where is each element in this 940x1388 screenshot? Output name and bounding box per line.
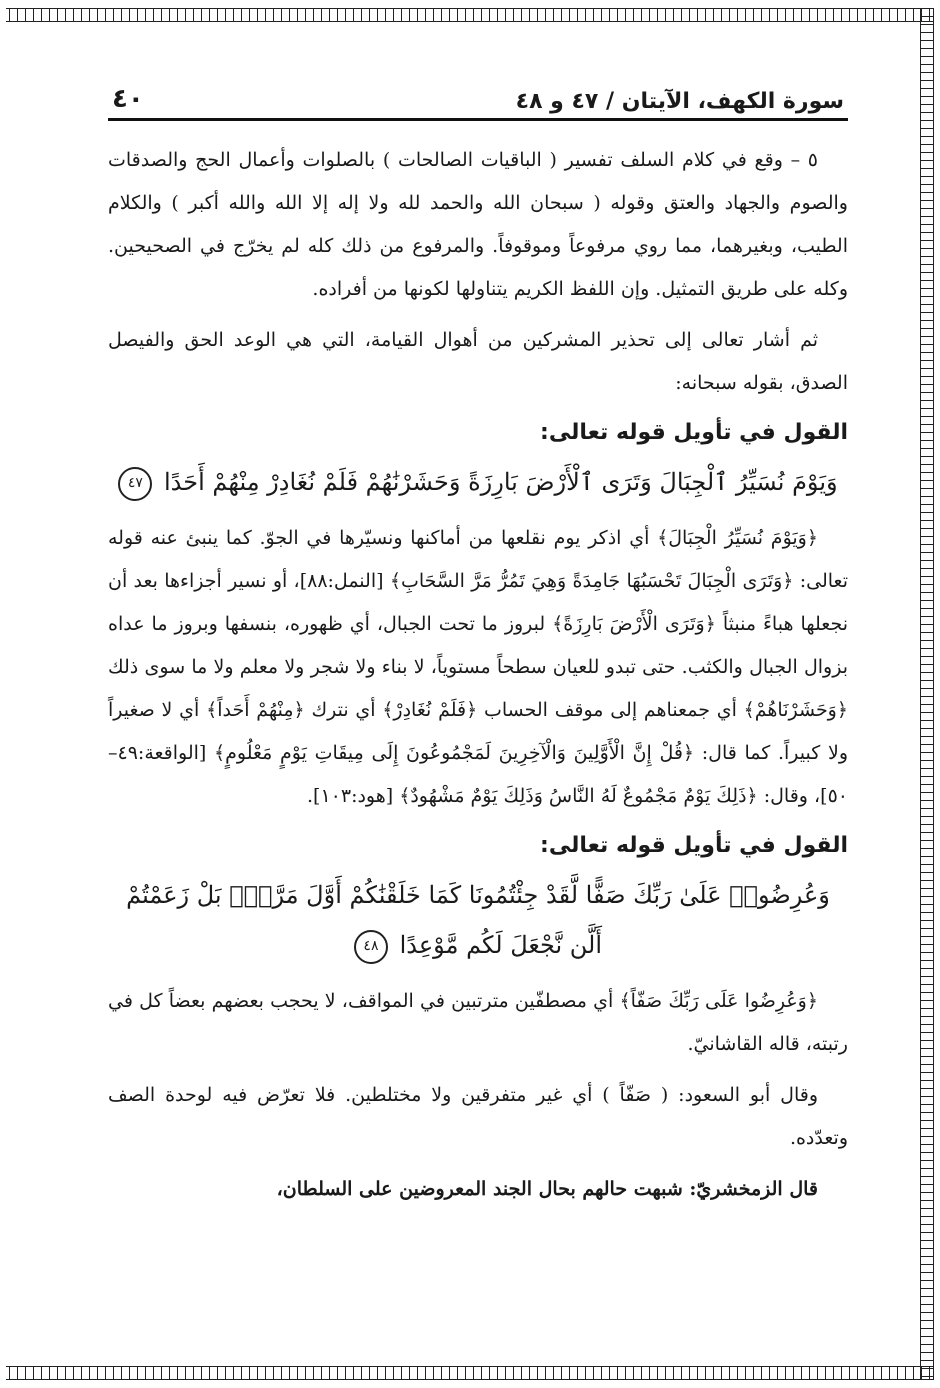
running-title: سورة الكهف، الآيتان / ٤٧ و ٤٨: [515, 89, 844, 114]
verse-48-text: وَعُرِضُوا۟ عَلَىٰ رَبِّكَ صَفًّا لَّقَدْ جِئْتُمُونَا كَمَا خَلَقْنَٰكُمْ أَوَّلَ مَرَّةٍۭ بَلْ زَعَمْتُمْ أَلَّن نَّجْعَلَ لَكُم مَّوْعِدًا: [126, 881, 830, 959]
page-number: ٤٠: [112, 84, 144, 114]
abu-al-suud-paragraph: وقال أبو السعود: ( صَفّاً ) أي غير متفرقين ولا مختلطين. فلا تعرّض فيه لوحدة الصف وتعدّده.: [108, 1084, 848, 1149]
decorative-border-bottom: [6, 1366, 934, 1380]
verse-47-text: وَيَوْمَ نُسَيِّرُ ٱلْجِبَالَ وَتَرَى ٱلْأَرْضَ بَارِزَةً وَحَشَرْنَٰهُمْ فَلَمْ نُغَادِرْ مِنْهُمْ أَحَدًا: [164, 468, 838, 496]
zamakhshari-paragraph: قال الزمخشريّ: شبهت حالهم بحال الجند المعروضين على السلطان،: [276, 1178, 818, 1200]
quran-verse-48: [108, 870, 848, 970]
intro-paragraph: ثم أشار تعالى إلى تحذير المشركين من أهوال القيامة، التي هي الوعد الحق والفيصل الصدق، بقوله سبحانه:: [108, 329, 848, 394]
commentary-verse-47: ﴿وَيَوْمَ نُسَيِّرُ الْجِبَالَ﴾ أي اذكر يوم نقلعها من أماكنها ونسيّرها في الجوّ. كما ينبئ عنه قوله تعالى: ﴿وَتَرَى الْجِبَالَ تَحْسَبُهَا جَامِدَةً وَهِيَ تَمُرُّ مَرَّ السَّحَابِ﴾ [النمل:٨٨]، أو نسير أجزاءها بعد أن نجعلها هباءً منبثاً ﴿وَتَرَى الْأَرْضَ بَارِزَةً﴾ لبروز ما تحت الجبال، أي ظهوره، بنسفها وبروز ما عداه بزوال الجبال والكثب. حتى تبدو للعيان سطحاً مستوياً، لا بناء ولا شجر ولا معلم ولا ما سوى ذلك ﴿وَحَشَرْنَاهُمْ﴾ أي جمعناهم إلى موقف الحساب ﴿فَلَمْ نُغَادِرْ﴾ أي نترك ﴿مِنْهُمْ أَحَداً﴾ أي لا صغيراً ولا كبيراً. كما قال: ﴿قُلْ إِنَّ الْأَوَّلِينَ وَالْآخِرِينَ لَمَجْمُوعُونَ إِلَى مِيقَاتِ يَوْمٍ مَعْلُومٍ﴾ [الواقعة:٤٩–٥٠]، وقال: ﴿ذَلِكَ يَوْمٌ مَجْمُوعٌ لَهُ النَّاسُ وَذَلِكَ يَوْمٌ مَشْهُودٌ﴾ [هود:١٠٣].: [108, 527, 848, 807]
page-content: [108, 70, 848, 1219]
page-header: [108, 70, 848, 121]
section-heading-2: القول في تأويل قوله تعالى:: [540, 833, 848, 858]
body-text: [108, 139, 848, 1211]
footnote-paragraph: ٥ – وقع في كلام السلف تفسير ( الباقيات الصالحات ) بالصلوات وأعمال الحج والصدقات والصوم والجهاد والعتق وقوله ( سبحان الله والحمد لله ولا إله إلا الله والله أكبر ) والكلام الطيب، وبغيرهما، مما روي مرفوعاً وموقوفاً. والمرفوع من ذلك كله لم يخرّج في الصحيحين. وكله على طريق التمثيل. وإن اللفظ الكريم يتناولها لكونها من أفراده.: [108, 149, 848, 300]
quran-verse-47: [108, 457, 848, 507]
ayah-number-marker-47: ٤٧: [118, 467, 152, 501]
section-heading-1: القول في تأويل قوله تعالى:: [540, 420, 848, 445]
ayah-number-marker-48: ٤٨: [354, 930, 388, 964]
decorative-border-top: [6, 8, 934, 22]
commentary-verse-48: ﴿وَعُرِضُوا عَلَى رَبِّكَ صَفّاً﴾ أي مصطفّين مترتبين في المواقف، لا يحجب بعضهم بعضاً كل في رتبته، قاله القاشانيّ.: [108, 990, 848, 1055]
decorative-border-right: [920, 8, 934, 1380]
